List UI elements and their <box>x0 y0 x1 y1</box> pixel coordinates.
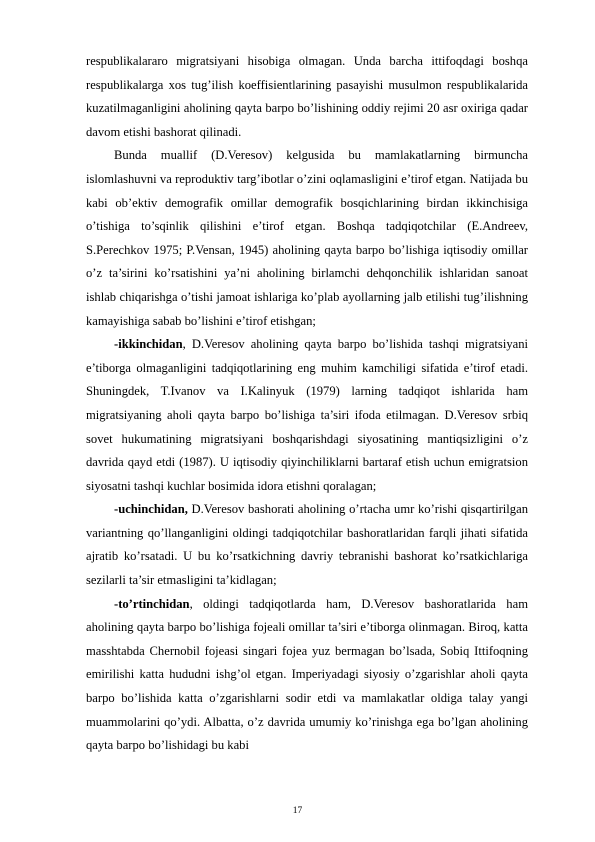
paragraph-fourth-point <box>86 593 528 758</box>
paragraph-text: respublikalararo migratsiyani hisobiga olmagan. Unda barcha ittifoqdagi boshqa respublikalarga xos tug’ilish koeffisientlarining pasayishi musulmon respublikalarida kuzatilmaganligini aholining qayta barpo bo’lishining oddiy rejimi 20 asr oxiriga qadar davom etishi bashorat qilinadi. <box>86 54 528 139</box>
paragraph-veresov-islamization <box>86 144 528 333</box>
document-page <box>86 50 528 758</box>
paragraph-text: Bunda muallif (D.Veresov) kelgusida bu mamlakatlarning birmuncha islomlashuvni va reproduktiv targ’ibotlar o’zini oqlamasligini e’tirof etgan. Natijada bu kabi ob’ektiv demografik omillar demografik bosqichlarining birdan ikkinchisiga o’tishiga to’sqinlik qilishini e’tirof etgan. Boshqa tadqiqotchilar (E.Andreev, S.Perechkov 1975; P.Vensan, 1945) aholining qayta barpo bo’lishiga iqtisodiy omillar o’z ta’sirini ko’rsatishini ya’ni aholining birlamchi dehqonchilik ishlaridan sanoat ishlab chiqarishga o’tishi jamoat ishlariga ko’plab ayollarning jalb etilishi tug’ilishning kamayishiga sabab bo’lishini e’tirof etishgan; <box>86 148 528 328</box>
page-number: 17 <box>292 806 303 816</box>
paragraph-text: , oldingi tadqiqotlarda ham, D.Veresov bashoratlarida ham aholining qayta barpo bo’lishiga fojeali omillar ta’siri e’tiborga olinmagan. Biroq, katta masshtabda Chernobil fojeasi singari fojea yuz bermagan bo’lsada, Sobiq Ittifoqning emirilishi katta hududni ishg’ol etgan. Imperiyadagi siyosiy o’zgarishlar aholi qayta barpo bo’lishida katta o’zgarishlarni sodir etdi va mamlakatlar oldiga talay yangi muammolarini qo’ydi. Albatta, o’z davrida umumiy ko’rinishga ega bo’lgan aholining qayta barpo bo’lishidagi bu kabi <box>86 596 528 753</box>
paragraph-lead: -to’rtinchidan <box>114 596 190 611</box>
paragraph-lead: -ikkinchidan <box>114 337 183 352</box>
paragraph-text: , D.Veresov aholining qayta barpo bo’lishida tashqi migratsiyani e’tiborga olmaganligini tadqiqotlarining eng muhim kamchiligi sifatida e’tirof etadi. Shuningdek, T.Ivanov va I.Kalinyuk (1979) larning tadqiqot ishlarida ham migratsiyaning aholi qayta barpo bo’lishiga ta’siri ifoda etilmagan. D.Veresov srbiq sovet hukumatining migratsiyani boshqarishdagi siyosatining mantiqsizligini o’z davrida qayd etdi (1987). U iqtisodiy qiyinchiliklarni bartaraf etish uchun emigratsion siyosatni tashqi kuchlar bosimida idora etishni qoralagan; <box>86 337 528 493</box>
paragraph-lead: -uchinchidan, <box>114 502 188 517</box>
paragraph-second-point <box>86 333 528 498</box>
paragraph-third-point <box>86 498 528 592</box>
paragraph-continuation <box>86 50 528 144</box>
paragraph-text: D.Veresov bashorati aholining o’rtacha umr ko’rishi qisqartirilgan variantning qo’llanganligini oldingi tadqiqotchilar bashoratlaridan farqli jihati sifatida ajratib ko’rsatadi. U bu ko’rsatkichning davriy tebranishi bashorat ko’rsatkichlariga sezilarli ta’sir etmasligini ta’kidlagan; <box>86 502 528 588</box>
